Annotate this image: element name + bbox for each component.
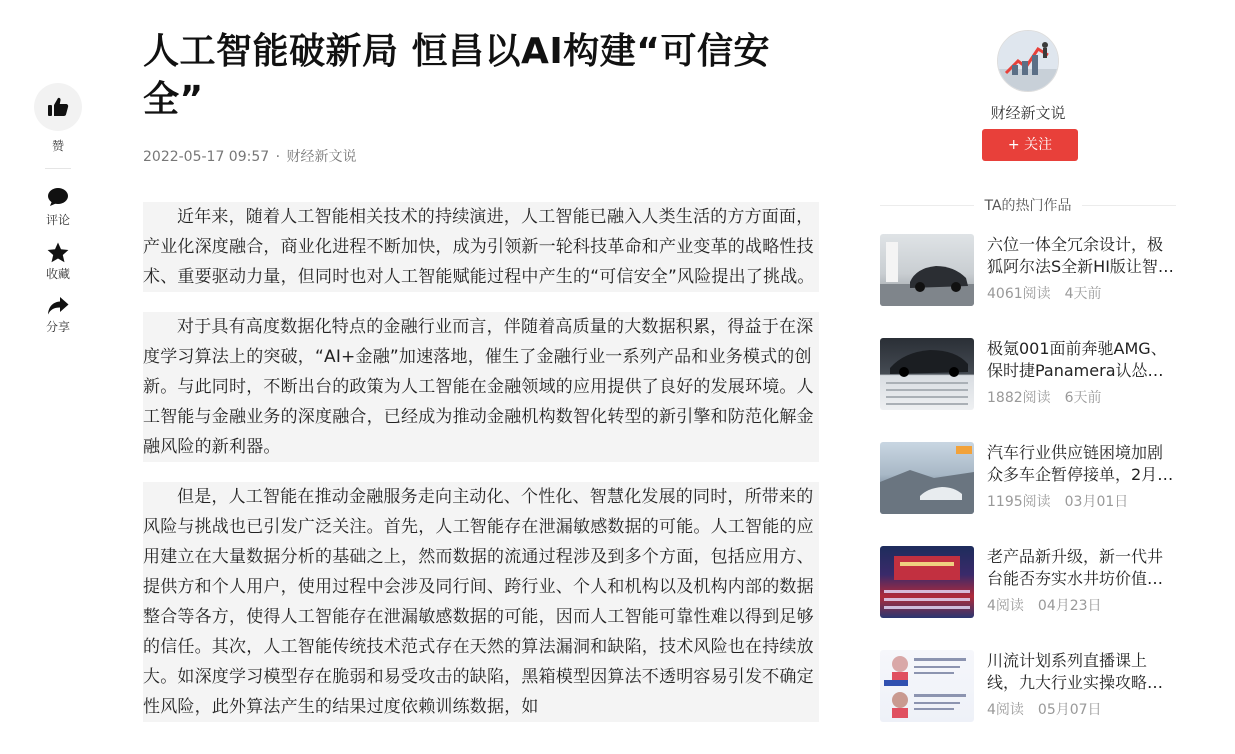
publish-time: 04月23日 xyxy=(1037,598,1102,614)
author-sidebar xyxy=(880,30,1176,754)
comment-button[interactable] xyxy=(34,187,82,228)
hot-work-title[interactable]: 老产品新升级，新一代井台能否夯实水井坊价值基 xyxy=(987,547,1164,588)
publish-time: 4天前 xyxy=(1064,286,1102,302)
collect-button[interactable] xyxy=(34,242,82,282)
hot-work-stats xyxy=(987,699,1176,719)
avatar-image xyxy=(998,31,1058,91)
article-title: 人工智能破新局 恒昌以AI构建“可信安全” xyxy=(143,31,770,120)
hot-works-list xyxy=(880,234,1176,722)
conference-stage-image xyxy=(880,546,974,618)
article-paragraph: 对于具有高度数据化特点的金融行业而言，伴随着高质量的大数据积累，得益于在深度学习算法上的突破，“AI+金融”加速落地，催生了金融行业一系列产品和业务模式的创新。与此同时，不断出台的政策为人工智能在金融领域的应用提供了良好的发展环境。人工智能与金融业务的深度融合，已经成为推动金融机构数智化转型的新引擎和防范化解金融风险的新利器。 xyxy=(143,312,819,462)
author-name[interactable]: 财经新文说 xyxy=(990,104,1066,122)
hot-work-item[interactable] xyxy=(880,338,1176,410)
read-count: 4阅读 xyxy=(987,598,1024,614)
follow-button[interactable]: + 关注 xyxy=(982,129,1078,161)
read-count: 1882阅读 xyxy=(987,390,1051,406)
publish-datetime: 2022-05-17 09:57 xyxy=(143,149,270,165)
publish-time: 05月07日 xyxy=(1037,702,1102,718)
read-count: 4061阅读 xyxy=(987,286,1051,302)
author-avatar[interactable] xyxy=(997,30,1059,92)
hot-work-thumbnail xyxy=(880,234,974,306)
hot-work-title[interactable]: 汽车行业供应链困境加剧众多车企暂停接单，2月新 xyxy=(987,443,1174,484)
hot-work-item[interactable] xyxy=(880,650,1176,722)
hot-work-stats xyxy=(987,491,1176,511)
share-arrow-icon xyxy=(47,296,69,316)
article-paragraph: 近年来，随着人工智能相关技术的持续演进，人工智能已融入人类生活的方方面面，产业化深度融合，商业化进程不断加快，成为引领新一轮科技革命和产业变革的战略性技术、重要驱动力量，但同时也对人工智能赋能过程中产生的“可信安全”风险提出了挑战。 xyxy=(143,202,819,292)
collect-label: 收藏 xyxy=(45,267,70,281)
hot-work-thumbnail xyxy=(880,442,974,514)
article-source[interactable]: 财经新文说 xyxy=(286,149,357,165)
comment-label: 评论 xyxy=(45,213,70,227)
star-icon xyxy=(47,242,69,263)
hot-work-thumbnail xyxy=(880,650,974,722)
article xyxy=(143,28,819,722)
article-meta xyxy=(143,146,819,166)
hot-works-title: TA的热门作品 xyxy=(984,198,1072,214)
read-count: 4阅读 xyxy=(987,702,1024,718)
car-photo-image xyxy=(880,234,974,306)
hot-work-title[interactable]: 川流计划系列直播课上线，九大行业实操攻略等 xyxy=(987,651,1164,692)
action-rail xyxy=(34,83,84,335)
coast-car-image xyxy=(880,442,974,514)
like-label: 赞 xyxy=(51,139,64,153)
hot-work-thumbnail xyxy=(880,546,974,618)
article-paragraph: 但是，人工智能在推动金融服务走向主动化、个性化、智慧化发展的同时，所带来的风险与挑战也已引发广泛关注。首先，人工智能存在泄漏敏感数据的可能。人工智能的应用建立在大量数据分析的基础之上，然而数据的流通过程涉及到多个方面，包括应用方、提供方和个人用户，使用过程中会涉及同行间、跨行业、个人和机构以及机构内部的数据整合等各方，使得人工智能存在泄漏敏感数据的可能，因而人工智能可靠性难以得到足够的信任。其次，人工智能传统技术范式存在天然的算法漏洞和缺陷，技术风险也在持续放大。如深度学习模型存在脆弱和易受攻击的缺陷，黑箱模型因算法不透明容易引发不确定性风险，此外算法产生的结果过度依赖训练数据，如 xyxy=(143,482,819,722)
hot-work-title[interactable]: 六位一体全冗余设计，极狐阿尔法S全新HI版让智能 xyxy=(987,235,1174,276)
heading-rule-right xyxy=(1082,205,1176,206)
share-label: 分享 xyxy=(45,320,70,334)
share-button[interactable] xyxy=(34,296,82,335)
hot-work-stats xyxy=(987,283,1176,303)
hot-works-heading xyxy=(880,195,1176,215)
like-button[interactable] xyxy=(34,83,82,131)
hot-work-title[interactable]: 极氪001面前奔驰AMG、保时捷Panamera认怂， xyxy=(987,339,1167,380)
hot-work-stats xyxy=(987,387,1176,407)
publish-time: 03月01日 xyxy=(1064,494,1129,510)
read-count: 1195阅读 xyxy=(987,494,1051,510)
car-spec-image xyxy=(880,338,974,410)
hot-work-thumbnail xyxy=(880,338,974,410)
thumbs-up-icon xyxy=(47,97,69,117)
hot-work-item[interactable] xyxy=(880,234,1176,306)
publish-time: 6天前 xyxy=(1064,390,1102,406)
heading-rule-left xyxy=(880,205,974,206)
author-card xyxy=(880,30,1176,161)
livestream-poster-image xyxy=(880,650,974,722)
hot-work-stats xyxy=(987,595,1176,615)
comment-icon xyxy=(47,187,69,207)
hot-work-item[interactable] xyxy=(880,442,1176,514)
hot-work-item[interactable] xyxy=(880,546,1176,618)
meta-separator: · xyxy=(275,149,281,165)
rail-divider xyxy=(45,168,71,169)
